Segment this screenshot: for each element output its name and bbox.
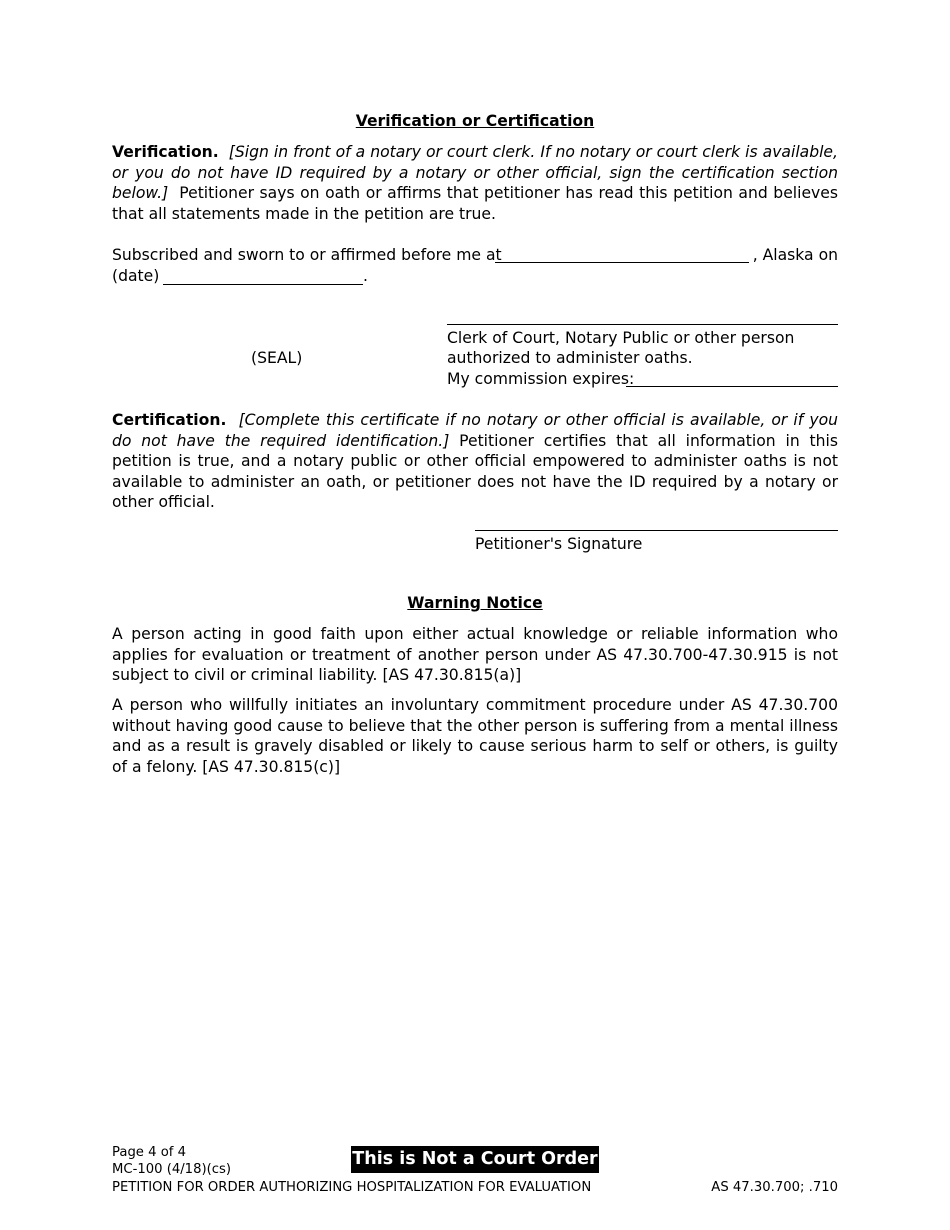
warning-paragraph-1: A person acting in good faith upon either actual knowledge or reliable information who applies for evaluation or treatment of another person under AS 47.30.700-47.30.915 is not subject to civil or criminal liability. [AS 47.30.815(a)] bbox=[112, 625, 838, 685]
certification-instruction: [Complete this certificate if no notary or other official is available, or if you do not have the required identification.] bbox=[112, 411, 838, 450]
clerk-title-line1: Clerk of Court, Notary Public or other person bbox=[447, 329, 795, 347]
footer-form-code: MC-100 (4/18)(cs) bbox=[112, 1162, 232, 1177]
footer-form-title: PETITION FOR ORDER AUTHORIZING HOSPITALIZATION FOR EVALUATION bbox=[112, 1180, 592, 1195]
alaska-on-text: , Alaska on bbox=[752, 246, 838, 264]
commission-label: My commission expires: bbox=[447, 370, 635, 388]
footer-statute: AS 47.30.700; .710 bbox=[711, 1180, 838, 1195]
verification-text: Petitioner says on oath or affirms that petitioner has read this petition and believes that all statements made in the petition are true. bbox=[112, 184, 838, 223]
clerk-title-line2: authorized to administer oaths. bbox=[447, 349, 693, 367]
certification-paragraph bbox=[112, 410, 838, 513]
subscribed-text: Subscribed and sworn to or affirmed before me at bbox=[112, 246, 502, 264]
section-heading-verification: Verification or Certification bbox=[355, 112, 595, 130]
petitioner-signature-line[interactable] bbox=[475, 530, 838, 531]
clerk-signature-line[interactable] bbox=[447, 324, 838, 325]
date-field-line[interactable] bbox=[163, 284, 363, 285]
verification-label: Verification. bbox=[112, 143, 219, 161]
certification-text: Petitioner certifies that all information in this petition is true, and a notary public or other official empowered to administer oaths is not available to administer an oath, or petitioner does not have the ID required by a notary or other official. bbox=[112, 431, 838, 512]
warning-paragraph-2: A person who willfully initiates an involuntary commitment procedure under AS 47.30.700 without having good cause to believe that the other person is suffering from a mental illness and as a result is gravely disabled or likely to cause serious harm to self or others, is guilty of a felony. [AS 47.30.815(c)] bbox=[112, 696, 838, 776]
petitioner-signature-label: Petitioner's Signature bbox=[475, 535, 643, 553]
footer-page-number: Page 4 of 4 bbox=[112, 1145, 186, 1160]
location-field-line[interactable] bbox=[495, 262, 749, 263]
not-court-order-banner: This is Not a Court Order bbox=[351, 1146, 599, 1173]
date-label: (date) bbox=[112, 267, 160, 285]
date-period: . bbox=[363, 267, 368, 285]
verification-instruction: [Sign in front of a notary or court clerk. If no notary or court clerk is available, or you do not have ID required by a notary or other official, sign the certification section below.] bbox=[112, 143, 838, 203]
section-heading-warning: Warning Notice bbox=[407, 594, 543, 612]
verification-paragraph bbox=[112, 142, 838, 224]
certification-label: Certification. bbox=[112, 411, 227, 429]
seal-label: (SEAL) bbox=[251, 349, 303, 367]
commission-field-line[interactable] bbox=[626, 386, 838, 387]
